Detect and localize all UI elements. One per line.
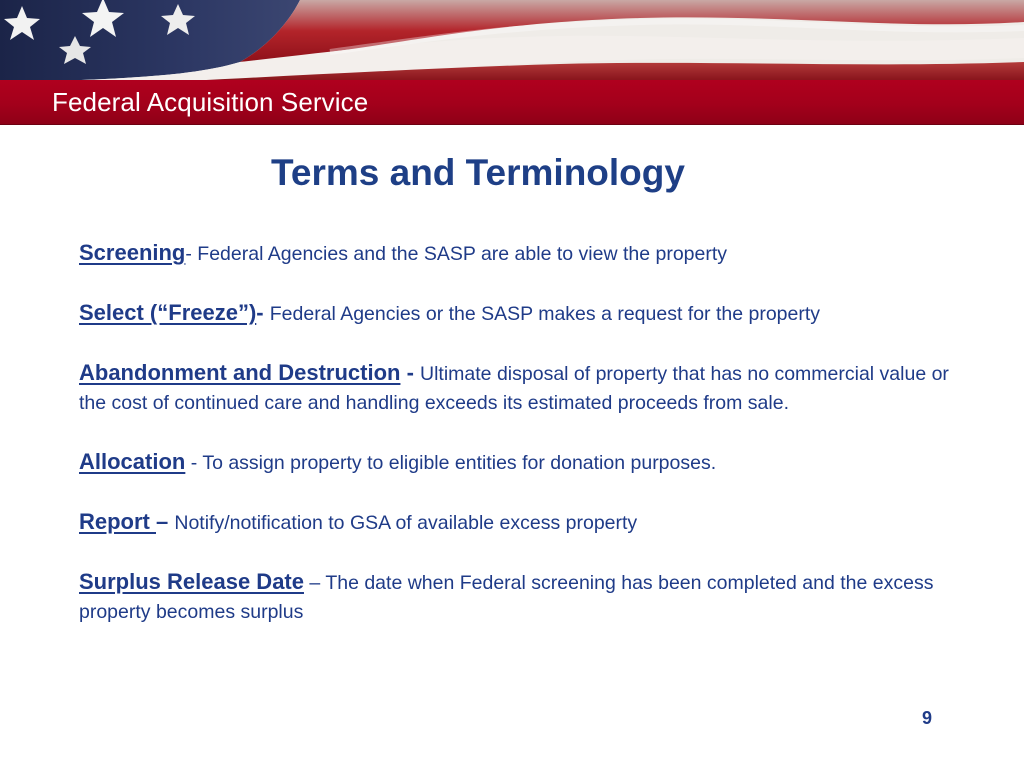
flag-image <box>0 0 1024 84</box>
term-allocation <box>79 447 969 478</box>
term-separator: – <box>303 572 326 594</box>
term-name: Screening <box>79 240 186 265</box>
term-separator: – <box>156 509 175 534</box>
term-surplus-release-date <box>79 567 969 627</box>
term-name: Surplus Release Date <box>79 569 304 594</box>
slide-title: Terms and Terminology <box>271 152 685 193</box>
term-name: Abandonment and Destruction <box>79 360 401 385</box>
term-definition: The date when Federal screening has been completed and the excess property becomes surplus <box>79 572 934 623</box>
page-number: 9 <box>922 708 933 728</box>
term-name: Report <box>79 509 156 534</box>
term-separator: - <box>185 452 203 474</box>
term-definition: Ultimate disposal of property that has no commercial value or the cost of continued care and handling exceeds its estimated proceeds from sale. <box>79 363 949 414</box>
term-separator: - <box>400 360 421 385</box>
term-select-freeze <box>79 298 969 329</box>
term-separator: - <box>185 243 192 265</box>
flag-banner <box>0 0 1024 84</box>
header-bar <box>0 80 1024 125</box>
term-definition: Federal Agencies and the SASP are able to view the property <box>191 243 728 265</box>
term-definition: Federal Agencies or the SASP makes a request for the property <box>269 303 821 325</box>
term-name: Allocation <box>79 449 186 474</box>
term-report <box>79 507 969 538</box>
term-screening <box>79 238 969 269</box>
term-name: Select (“Freeze”) <box>79 300 257 325</box>
org-name: Federal Acquisition Service <box>52 87 369 117</box>
term-definition: Notify/notification to GSA of available excess property <box>174 512 638 534</box>
terms-list <box>79 238 969 656</box>
term-separator: - <box>256 300 270 325</box>
term-abandonment-destruction <box>79 358 969 418</box>
term-definition: To assign property to eligible entities for donation purposes. <box>202 452 717 474</box>
